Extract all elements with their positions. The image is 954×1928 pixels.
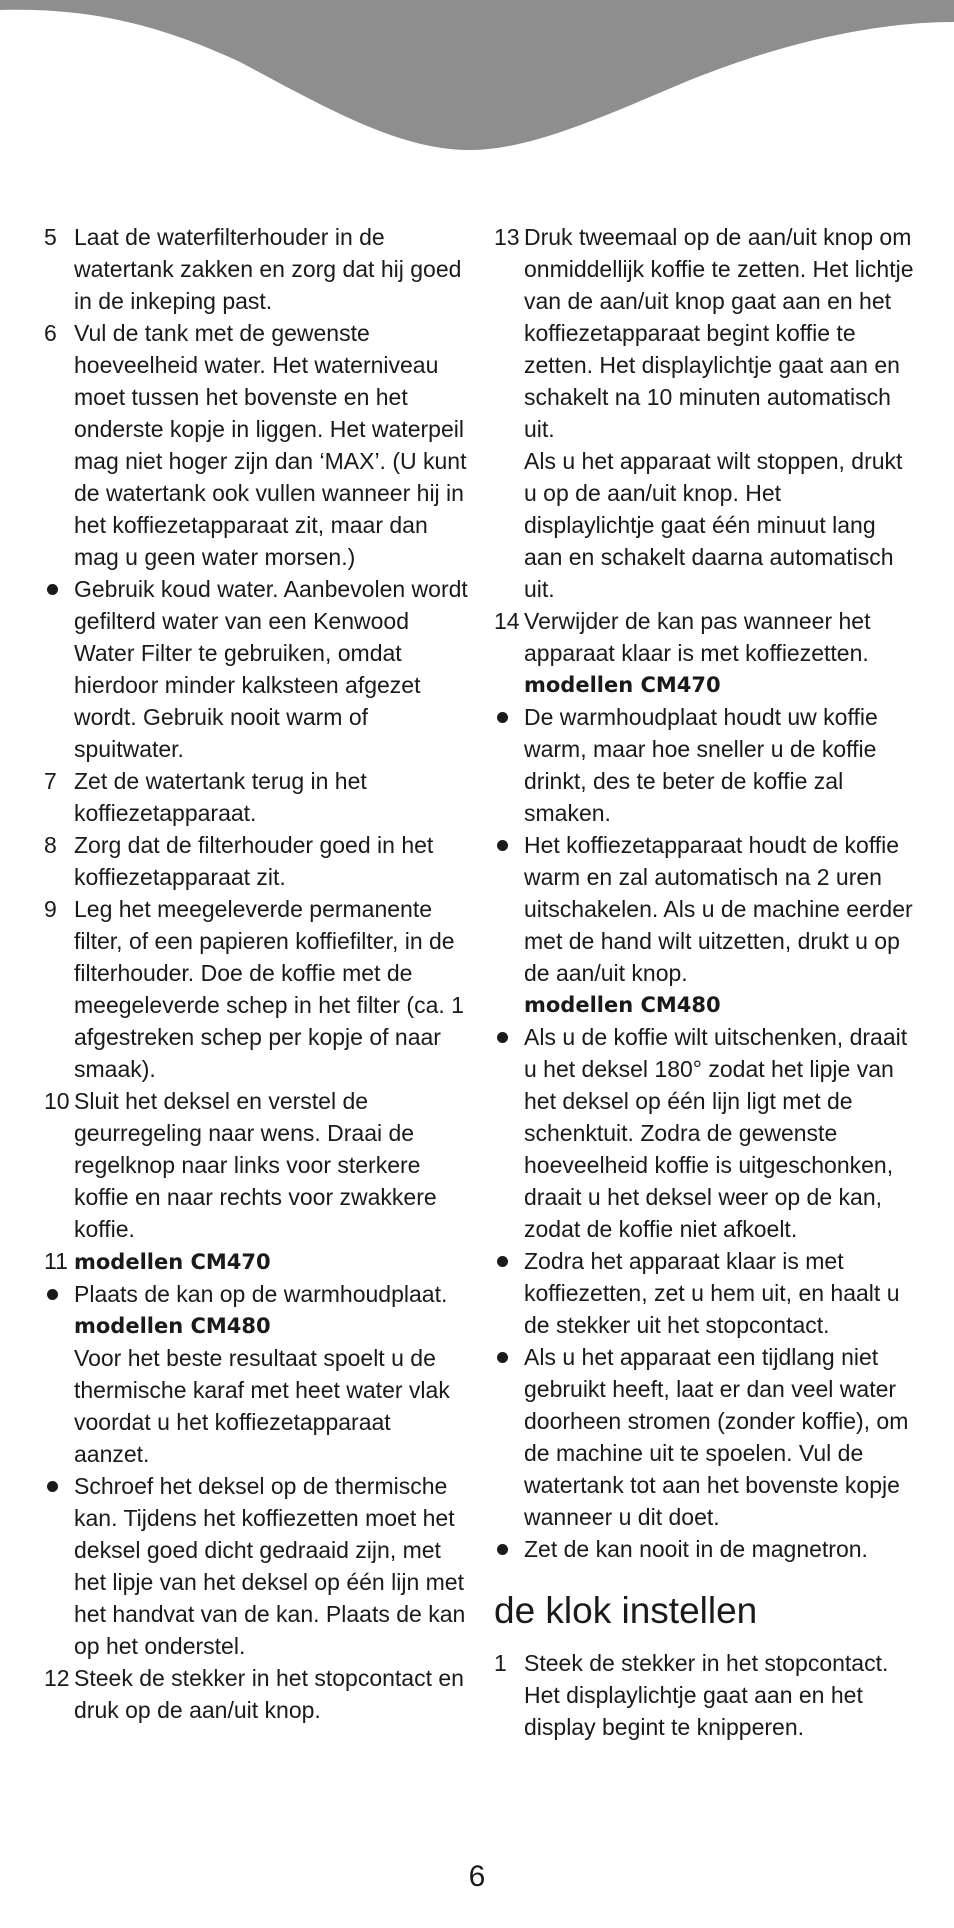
step-number: 5 xyxy=(44,224,57,250)
numbered-step xyxy=(44,1245,469,1278)
step-number: 13 xyxy=(494,224,520,250)
step-text: Steek de stekker in het stopcontact. Het displaylichtje gaat aan en het display begint te knipperen. xyxy=(524,1650,889,1740)
step-number: 10 xyxy=(44,1088,70,1114)
numbered-step xyxy=(44,765,469,829)
right-column xyxy=(494,221,914,1743)
numbered-step xyxy=(44,1085,469,1245)
header-wave xyxy=(0,0,954,160)
step-text: Zorg dat de filterhouder goed in het koffiezetapparaat zit. xyxy=(74,832,434,890)
step-text: Sluit het deksel en verstel de geurregeling naar wens. Draai de regelknop naar links voor sterkere koffie en naar rechts voor zwakkere koffie. xyxy=(74,1088,437,1242)
bullet-item xyxy=(494,1341,914,1533)
step-number: 1 xyxy=(494,1650,507,1676)
step-text: Gebruik koud water. Aanbevolen wordt gefilterd water van een Kenwood Water Filter te gebruiken, omdat hierdoor minder kalksteen afgezet wordt. Gebruik nooit warm of spuitwater. xyxy=(74,576,468,762)
bullet-icon xyxy=(497,712,508,723)
bullet-item xyxy=(494,1533,914,1565)
bullet-icon xyxy=(497,1544,508,1555)
bullet-item xyxy=(44,573,469,765)
numbered-step xyxy=(44,1662,469,1726)
step-number: 6 xyxy=(44,320,57,346)
step-text: Schroef het deksel op de thermische kan. Tijdens het koffiezetten moet het deksel goed dicht gedraaid zijn, met het lipje van het deksel op één lijn met het handvat van de kan. Plaats de kan op het onderstel. xyxy=(74,1473,466,1659)
numbered-step xyxy=(494,221,914,445)
numbered-step xyxy=(494,605,914,669)
step-number: 11 xyxy=(44,1248,68,1274)
numbered-step xyxy=(44,317,469,573)
step-text: Zet de watertank terug in het koffiezetapparaat. xyxy=(74,768,367,826)
step-number: 7 xyxy=(44,768,57,794)
left-column xyxy=(44,221,469,1726)
step-text: Als u het apparaat een tijdlang niet gebruikt heeft, laat er dan veel water doorheen stromen (zonder koffie), om de machine uit te spoelen. Vul de watertank tot aan het bovenste kopje wanneer u dit doet. xyxy=(524,1344,909,1530)
numbered-step xyxy=(494,1647,914,1743)
model-subheading: modellen CM480 xyxy=(74,1314,271,1338)
step-text: Zodra het apparaat klaar is met koffiezetten, zet u hem uit, en haalt u de stekker uit het stopcontact. xyxy=(524,1248,900,1338)
step-text: Laat de waterfilterhouder in de watertank zakken en zorg dat hij goed in de inkeping past. xyxy=(74,224,462,314)
bullet-item xyxy=(494,1245,914,1341)
step-text: Vul de tank met de gewenste hoeveelheid water. Het waterniveau moet tussen het bovenste en het onderste kopje in liggen. Het waterpeil mag niet hoger zijn dan ‘MAX’. (U kunt de watertank ook vullen wanneer hij in het koffiezetapparaat zit, maar dan mag u geen water morsen.) xyxy=(74,320,467,570)
step-text: Plaats de kan op de warmhoudplaat. xyxy=(74,1281,448,1307)
step-number: 8 xyxy=(44,832,57,858)
bullet-item xyxy=(494,1021,914,1245)
bullet-icon xyxy=(497,1256,508,1267)
model-subheading: modellen CM470 xyxy=(524,673,721,697)
step-text: Verwijder de kan pas wanneer het apparaat klaar is met koffiezetten. xyxy=(524,608,871,666)
section-heading: de klok instellen xyxy=(494,1590,758,1631)
paragraph: Voor het beste resultaat spoelt u de thermische karaf met heet water vlak voordat u het koffiezetapparaat aanzet. xyxy=(74,1345,450,1467)
step-number: 9 xyxy=(44,896,57,922)
step-text: De warmhoudplaat houdt uw koffie warm, maar hoe sneller u de koffie drinkt, des te beter de koffie zal smaken. xyxy=(524,704,878,826)
bullet-icon xyxy=(47,1289,58,1300)
bullet-item xyxy=(494,829,914,989)
bullet-item xyxy=(44,1278,469,1310)
page-number: 6 xyxy=(468,1860,486,1893)
bullet-icon xyxy=(497,840,508,851)
bullet-icon xyxy=(47,1481,58,1492)
step-text: Steek de stekker in het stopcontact en druk op de aan/uit knop. xyxy=(74,1665,464,1723)
step-text: Het koffiezetapparaat houdt de koffie warm en zal automatisch na 2 uren uitschakelen. Als u de machine eerder met de hand wilt uitzetten, drukt u op de aan/uit knop. xyxy=(524,832,913,986)
paragraph: Als u het apparaat wilt stoppen, drukt u op de aan/uit knop. Het displaylichtje gaat één minuut lang aan en schakelt daarna automatisch uit. xyxy=(524,448,903,602)
step-text: Als u de koffie wilt uitschenken, draait u het deksel 180° zodat het lipje van het deksel op één lijn ligt met de schenktuit. Zodra de gewenste hoeveelheid koffie is uitgeschonken, draait u het deksel weer op de kan, zodat de koffie niet afkoelt. xyxy=(524,1024,908,1242)
bullet-icon xyxy=(497,1352,508,1363)
bullet-item xyxy=(44,1470,469,1662)
step-text: Leg het meegeleverde permanente filter, of een papieren koffiefilter, in de filterhouder. Doe de koffie met de meegeleverde schep in het filter (ca. 1 afgestreken schep per kopje of naar smaak). xyxy=(74,896,464,1082)
step-number: 14 xyxy=(494,608,520,634)
bullet-icon xyxy=(47,584,58,595)
numbered-step xyxy=(44,829,469,893)
step-text: Druk tweemaal op de aan/uit knop om onmiddellijk koffie te zetten. Het lichtje van de aan/uit knop gaat aan en het koffiezetapparaat begint koffie te zetten. Het displaylichtje gaat aan en schakelt na 10 minuten automatisch uit. xyxy=(524,224,914,442)
step-text: Zet de kan nooit in de magnetron. xyxy=(524,1536,868,1562)
step-text: modellen CM470 xyxy=(74,1250,271,1274)
numbered-step xyxy=(44,221,469,317)
step-number: 12 xyxy=(44,1665,70,1691)
numbered-step xyxy=(44,893,469,1085)
bullet-item xyxy=(494,701,914,829)
bullet-icon xyxy=(497,1032,508,1043)
model-subheading: modellen CM480 xyxy=(524,993,721,1017)
